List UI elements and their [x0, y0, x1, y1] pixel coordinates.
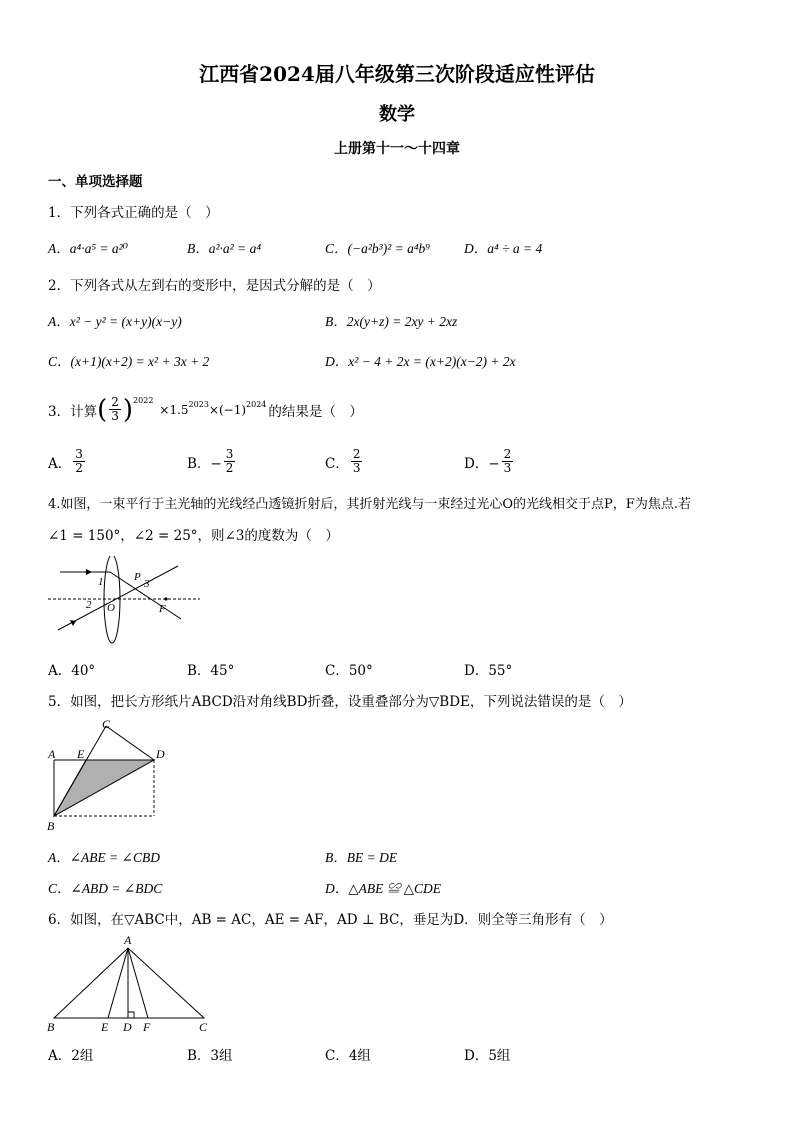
- angle-2-label: 2: [86, 599, 92, 611]
- q4-option-c: C．50°: [325, 663, 373, 679]
- q4-option-a: A．40°: [48, 663, 96, 679]
- focus-point: [164, 597, 167, 600]
- q1-option-b: B．a²·a² = a⁴: [187, 241, 262, 256]
- q3-option-b: B．− $\frac{3}{2}$: [187, 447, 234, 475]
- q4-stem-line2: ∠1 = 150°，∠2 = 25°，则∠3的度数为（ ）: [48, 528, 339, 544]
- right-paren: ): [122, 394, 134, 425]
- q6-option-d: D．5组: [464, 1048, 511, 1064]
- lens-figure: [48, 556, 208, 652]
- point-f-label: F: [159, 603, 166, 615]
- q3-option-d: D．− $\frac{2}{3}$: [464, 447, 512, 475]
- fold-edge-cd: [106, 726, 154, 760]
- point-p-label: P: [134, 571, 141, 583]
- point-o-label: O: [107, 602, 115, 614]
- point-a-label: A: [124, 933, 132, 947]
- q1-stem: 1．下列各式正确的是（ ）: [48, 205, 219, 221]
- section-heading: 一、单项选择题: [48, 174, 143, 190]
- q1-option-d: D．a⁴ ÷ a = 4: [464, 241, 543, 256]
- q3-exp1: 2022: [133, 396, 154, 405]
- arrow-head: [86, 569, 92, 575]
- q2-option-b: B．2x(y+z) = 2xy + 2xz: [325, 314, 458, 329]
- q6-option-a: A．2组: [48, 1048, 94, 1064]
- q4-stem-line1: 4.如图，一束平行于主光轴的光线经凸透镜折射后，其折射光线与一束经过光心O的光线相交于点P，F为焦点.若: [48, 497, 691, 512]
- convex-lens: [104, 556, 120, 643]
- q6-option-b: B．3组: [187, 1048, 233, 1064]
- point-c-label: C: [199, 1020, 208, 1034]
- q5-option-a: A．∠ABE = ∠CBD: [48, 850, 160, 865]
- point-d-label: D: [123, 1020, 132, 1034]
- point-f-label: F: [143, 1020, 151, 1034]
- q3-stem-suffix: 的结果是（ ）: [268, 403, 363, 420]
- folded-rectangle-figure: [44, 718, 174, 834]
- q4-option-b: B．45°: [187, 663, 235, 679]
- q6-option-c: C．4组: [325, 1048, 371, 1064]
- q5-option-b: B．BE = DE: [325, 850, 398, 865]
- q5-stem: 5．如图，把长方形纸片ABCD沿对角线BD折叠，设重叠部分为▽BDE，下列说法错误的是（ ）: [48, 694, 632, 710]
- q1-option-c: C．(−a²b³)² = a⁴b⁹: [325, 241, 430, 256]
- point-e-label: E: [101, 1020, 109, 1034]
- isosceles-triangle-figure: [44, 932, 216, 1034]
- q2-option-d: D．x² − 4 + 2x = (x+2)(x−2) + 2x: [325, 354, 516, 369]
- segment-af: [128, 948, 148, 1018]
- point-d-label: D: [156, 747, 165, 761]
- q3-mid2: ×(−1): [208, 402, 247, 417]
- segment-ae: [108, 948, 128, 1018]
- point-b-label: B: [47, 1020, 55, 1034]
- triangle-abc: [54, 948, 204, 1018]
- point-e-label: E: [77, 747, 85, 761]
- point-b-label: B: [47, 819, 55, 833]
- center-ray: [58, 566, 178, 630]
- q3-option-a: A． $\frac{3}{2}$: [48, 447, 83, 475]
- q2-option-a: A．x² − y² = (x+y)(x−y): [48, 314, 182, 329]
- overlap-triangle: [54, 760, 154, 816]
- q5-option-d: D．△ABE ≌ △CDE: [325, 881, 442, 896]
- q5-option-c: C．∠ABD = ∠BDC: [48, 881, 163, 896]
- point-a-label: A: [48, 747, 56, 761]
- q3-mid: ×1.5: [159, 402, 189, 417]
- page-title: 江西省2024届八年级第三次阶段适应性评估: [199, 62, 595, 86]
- q3-stem-prefix: 3．计算: [48, 403, 98, 420]
- q2-option-c: C．(x+1)(x+2) = x² + 3x + 2: [48, 354, 210, 369]
- q1-option-a: A．a⁴·a⁵ = a²⁰: [48, 241, 129, 256]
- scope-subtitle: 上册第十一～十四章: [334, 141, 460, 157]
- subject-title: 数学: [379, 104, 415, 125]
- q3-stem: [48, 396, 363, 423]
- q3-exp2: 2023: [188, 400, 209, 409]
- q6-stem: 6．如图，在▽ABC中，AB = AC，AE = AF，AD ⊥ BC，垂足为D．则全等三角形有（ ）: [48, 912, 613, 928]
- q3-option-c: C． $\frac{2}{3}$: [325, 447, 361, 475]
- point-c-label: C: [102, 718, 111, 731]
- angle-1-label: 1: [98, 576, 104, 588]
- q3-exp3: 2024: [246, 400, 267, 409]
- right-angle-mark: [128, 1012, 134, 1018]
- q4-option-d: D．55°: [464, 663, 513, 679]
- q3-base-fraction: $\frac{2}{3}$: [111, 395, 119, 423]
- angle-3-label: 3: [144, 578, 150, 590]
- left-paren: (: [97, 394, 108, 425]
- q2-stem: 2．下列各式从左到右的变形中，是因式分解的是（ ）: [48, 278, 381, 294]
